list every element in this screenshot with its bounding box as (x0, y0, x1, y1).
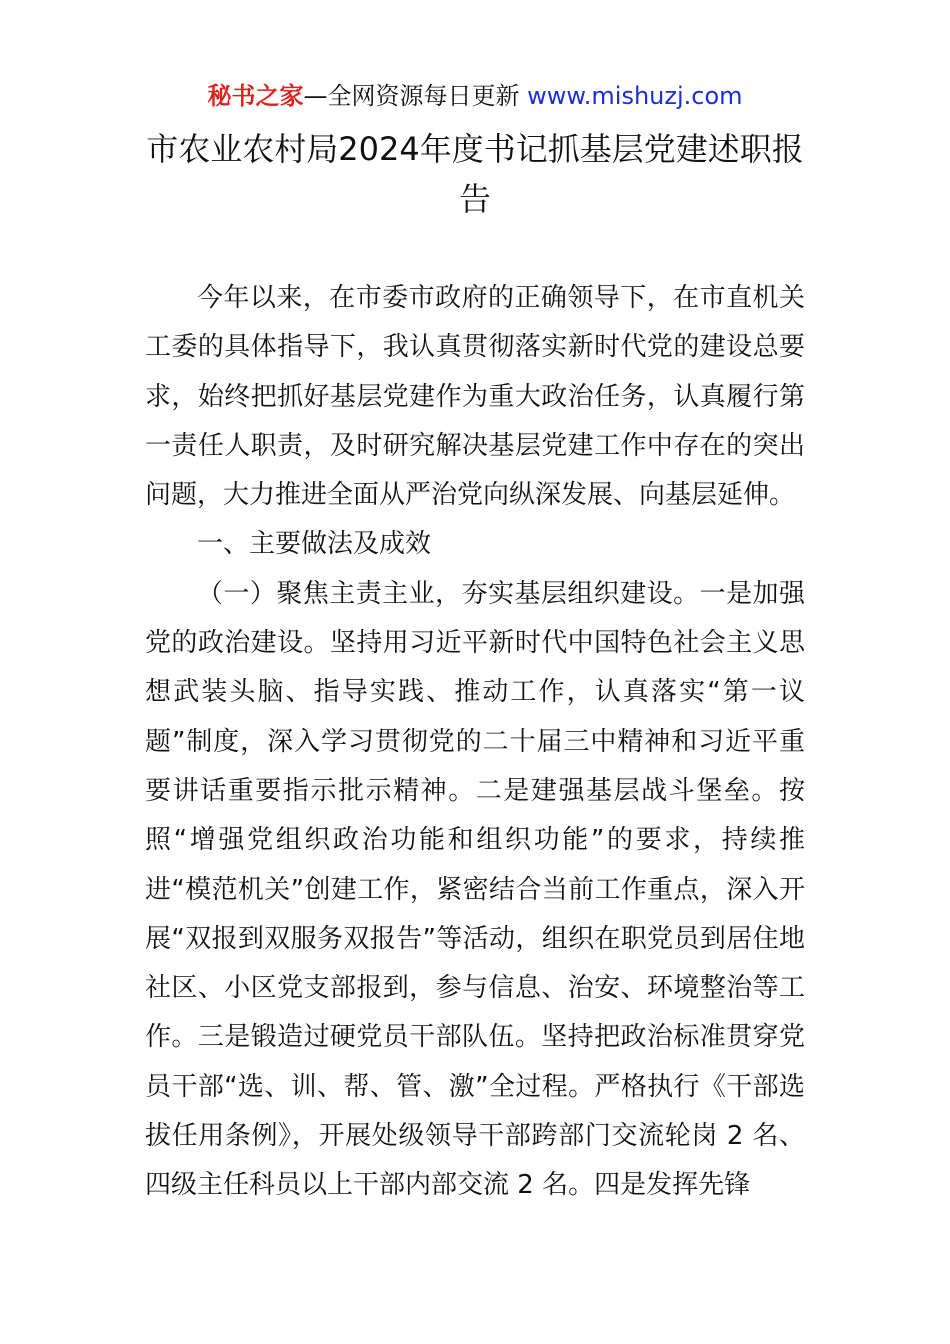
subsection-paragraph: （一）聚焦主责主业，夯实基层组织建设。一是加强党的政治建设。坚持用习近平新时代中国特色社会主义思想武装头脑、指导实践、推动工作，认真落实“第一议题”制度，深入学习贯彻党的二十届三中精神和习近平重要讲话重要指示批示精神。二是建强基层战斗堡垒。按照“增强党组织政治功能和组织功能”的要求，持续推进“模范机关”创建工作，紧密结合当前工作重点，深入开展“双报到双服务双报告”等活动，组织在职党员到居住地社区、小区党支部报到，参与信息、治安、环境整治等工作。三是锻造过硬党员干部队伍。坚持把政治标准贯穿党员干部“选、训、帮、管、激”全过程。严格执行《干部选拔任用条例》，开展处级领导干部跨部门交流轮岗 2 名、四级主任科员以上干部内部交流 2 名。四是发挥先锋 (145, 578, 805, 1201)
intro-paragraph: 今年以来，在市委市政府的正确领导下，在市直机关工委的具体指导下，我认真贯彻落实新时代党的建设总要求，始终把抓好基层党建作为重大政治任务，认真履行第一责任人职责，及时研究解决基层党建工作中存在的突出问题，大力推进全面从严治党向纵深发展、向基层延伸。 (145, 283, 805, 511)
site-url-link[interactable]: www.mishuzj.com (527, 82, 743, 110)
section-heading: 一、主要做法及成效 (197, 529, 432, 560)
document-title: 市农业农村局2024年度书记抓基层党建述职报告 (146, 130, 804, 218)
site-banner (0, 80, 950, 112)
banner-tagline: —全网资源每日更新 (303, 82, 520, 110)
document-body (145, 274, 805, 1211)
brand-name: 秘书之家 (207, 82, 304, 110)
